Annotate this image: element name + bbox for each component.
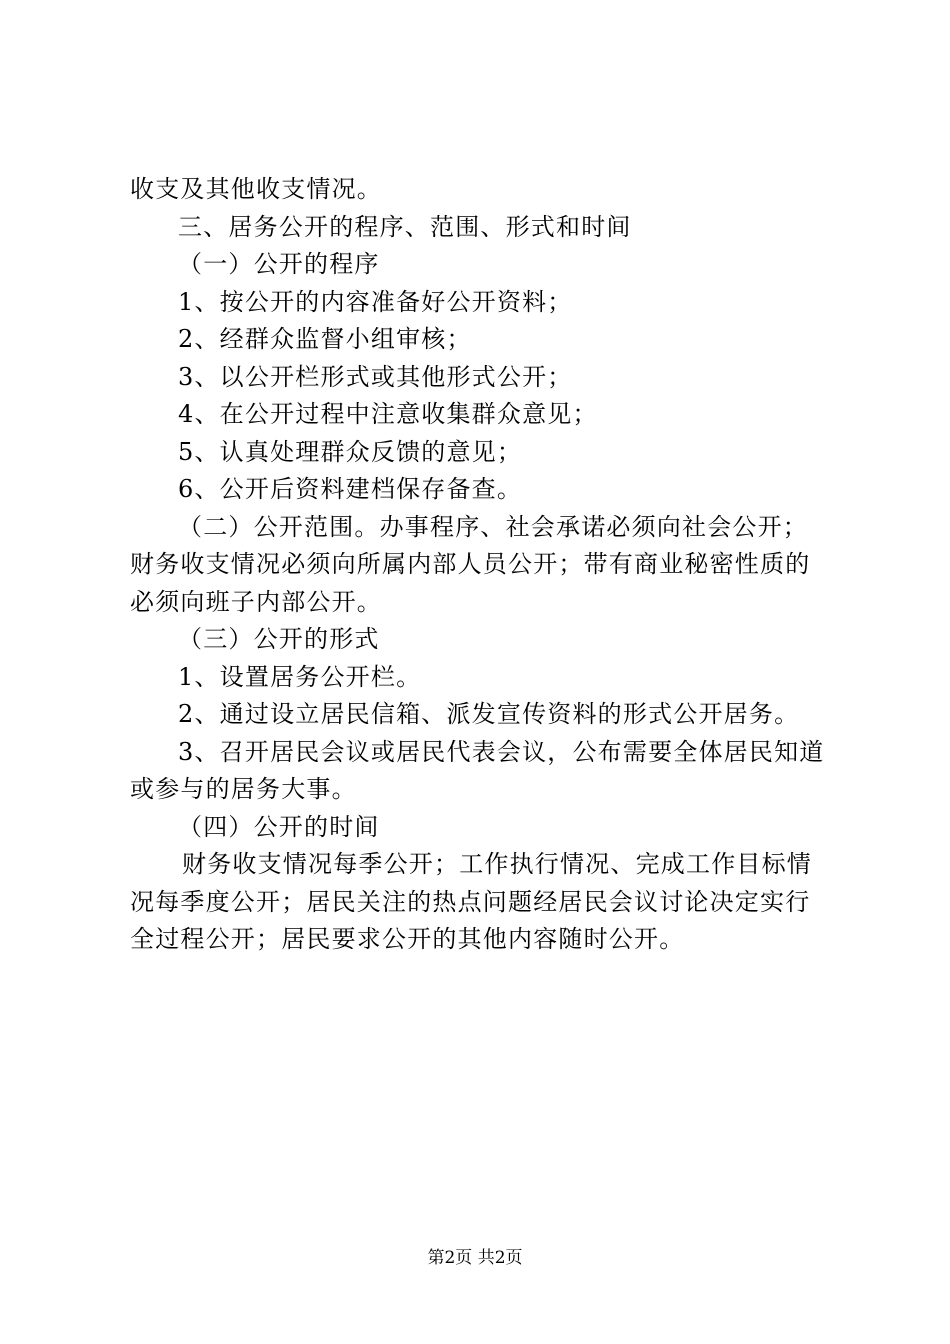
list-item: 3、召开居民会议或居民代表会议，公布需要全体居民知道 (178, 737, 825, 766)
list-item: 1、设置居务公开栏。 (178, 662, 422, 691)
subsection-heading: （三）公开的形式 (178, 625, 380, 653)
section-heading: 三、居务公开的程序、范围、形式和时间 (178, 212, 632, 241)
subsection-heading: （四）公开的时间 (178, 812, 380, 841)
list-item: 6、公开后资料建档保存备查。 (178, 475, 523, 503)
list-item: 5、认真处理群众反馈的意见； (178, 437, 523, 466)
paragraph-line: 财务收支情况必须向所属内部人员公开；带有商业秘密性质的 (130, 550, 811, 578)
page-footer: 第2页 共2页 (427, 1248, 523, 1268)
paragraph-line: 财务收支情况每季公开；工作执行情况、完成工作目标情 (182, 850, 812, 878)
list-item: 2、通过设立居民信箱、派发宣传资料的形式公开居务。 (178, 700, 800, 728)
subsection-heading: （一）公开的程序 (178, 250, 380, 278)
list-item: 3、以公开栏形式或其他形式公开； (178, 362, 573, 391)
paragraph-line: 况每季度公开；居民关注的热点问题经居民会议讨论决定实行 (130, 887, 811, 916)
list-item: 1、按公开的内容准备好公开资料； (178, 287, 573, 316)
paragraph-line: 全过程公开；居民要求公开的其他内容随时公开。 (130, 925, 685, 953)
paragraph-line: 或参与的居务大事。 (130, 775, 357, 803)
document-body (130, 171, 830, 959)
list-item: 4、在公开过程中注意收集群众意见； (178, 400, 598, 428)
list-item: 2、经群众监督小组审核； (178, 325, 472, 353)
paragraph-line: （二）公开范围。办事程序、社会承诺必须向社会公开； (178, 512, 808, 541)
paragraph-line: 必须向班子内部公开。 (130, 587, 382, 616)
text-line: 收支及其他收支情况。 (130, 175, 382, 203)
